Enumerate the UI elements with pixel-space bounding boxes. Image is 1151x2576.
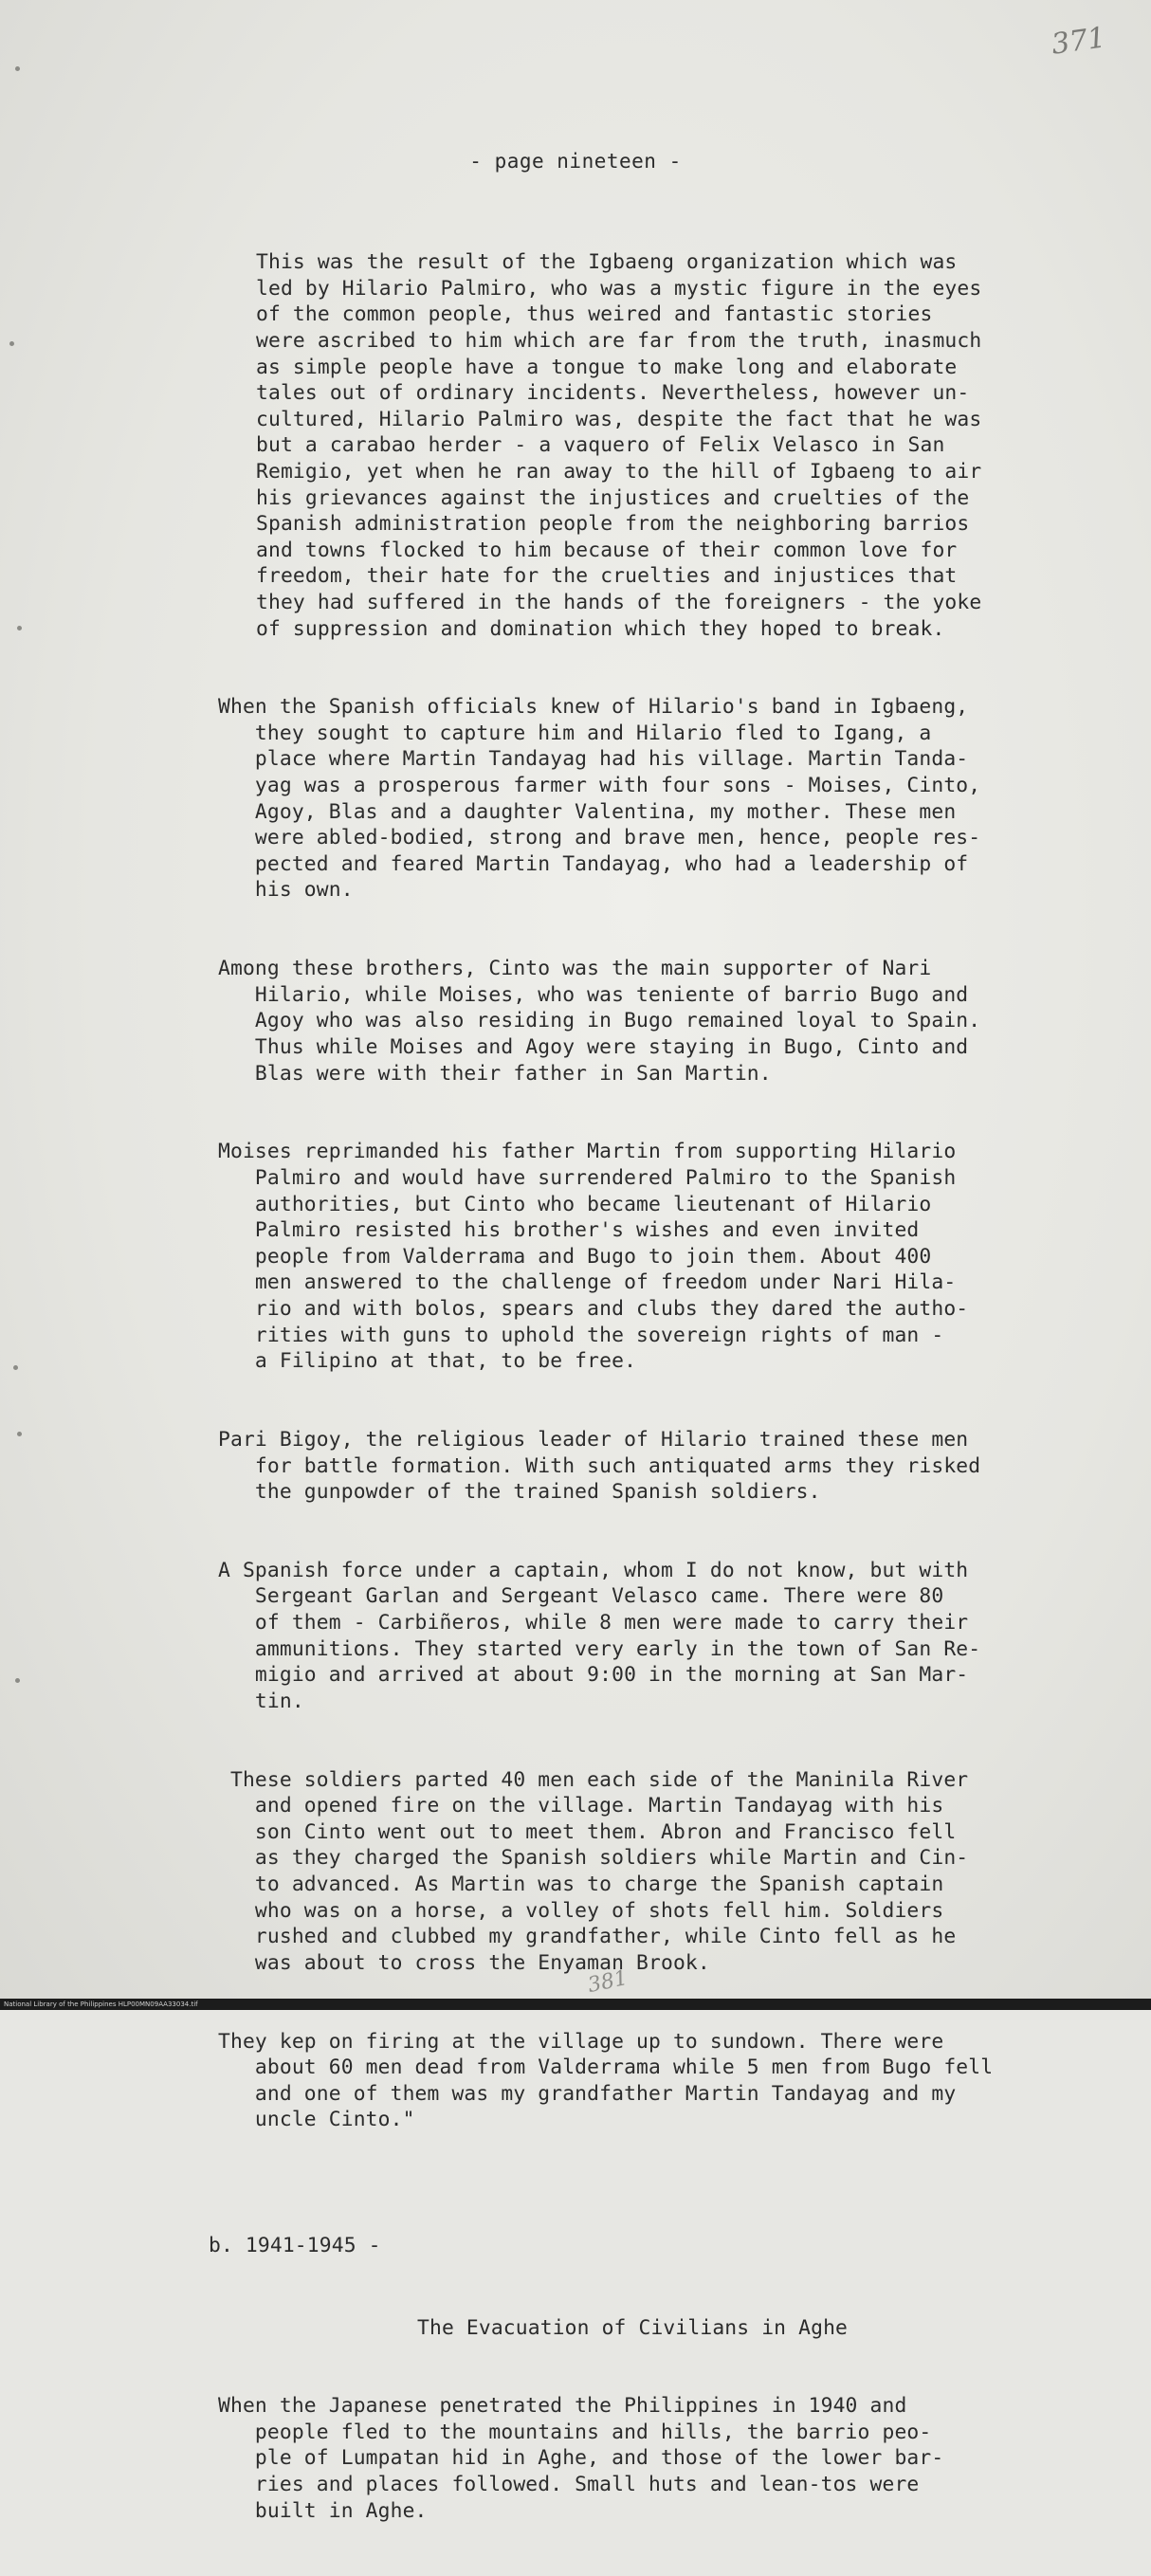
stamped-folio-number: 381 (585, 1965, 630, 1999)
paragraph: Among these brothers, Cinto was the main supporter of Nari Hilario, while Moises, who was teniente of barrio Bugo and Agoy who was also residing in Bugo remained loyal to Spain. Thus while Moises and Agoy were staying in Bugo, Cinto and Blas were with their father in San Martin. (218, 957, 981, 1086)
paragraph: This was the result of the Igbaeng organization which was led by Hilario Palmiro, who was a mystic figure in the eyes of the common people, thus weired and fantastic stories were ascribed to him which are far from the truth, inasmuch as simple people have a tongue to make long and elaborate tales out of ordinary incidents. Nevertheless, however un- cultured, Hilario Palmiro was, despite the fact that he was but a carabao herder - a vaquero of Felix Velasco in San Remigio, yet when he ran away to the hill of Igbaeng to air his grievances against the injustices and cruelties of the Spanish administration people from the neighboring barrios and towns flocked to him because of their common love for freedom, their hate for the cruelties and injustices that they had suffered in the hands of the foreigners - the yoke of suppression and domination which they hoped to break. (256, 250, 982, 641)
handwritten-folio-number: 371 (1049, 21, 1108, 62)
binding-hole (13, 1365, 18, 1370)
paragraph: They kep on firing at the village up to sundown. There were about 60 men dead from Valderrama while 5 men from Bugo fell and one of them was my grandfather Martin Tandayag and my uncle Cinto." (218, 2029, 994, 2132)
paragraph: These soldiers parted 40 men each side of the Maninila River and opened fire on the village. Martin Tandayag with his son Cinto went out to meet them. Abron and Francisco fell as they charged the Spanish soldiers while Martin and Cin- to advanced. As Martin was to charge the Spanish captain who was on a horse, a volley of shots fell him. Soldiers rushed and clubbed my grandfather, while Cinto fell as he was about to cross the Enyaman Brook. (229, 1767, 969, 1975)
paragraph: Moises reprimanded his father Martin from supporting Hilario Palmiro and would have surrendered Palmiro to the Spanish authorities, but Cinto who became lieutenant of Hilario Palmiro resisted his brother's wishes and even invited people from Valderrama and Bugo to join them. About 400 men answered to the challenge of freedom under Nari Hila- rio and with bolos, spears and clubs they dared the autho- rities with guns to uphold the sovereign rights of man - a Filipino at that, to be free. (218, 1140, 969, 1374)
archive-strip (0, 1999, 1151, 2010)
paragraph: When the Spanish officials knew of Hilario's band in Igbaeng, they sought to capture him and Hilario fled to Igang, a place where Martin Tandayag had his village. Martin Tanda- yag was a prosperous farmer with four sons - Moises, Cinto, Agoy, Blas and a daughter Valentina, my mother. These men were abled-bodied, strong and brave men, hence, people res- pected and feared Martin Tandayag, who had a leadership of his own. (218, 695, 981, 903)
paragraph: A Spanish force under a captain, whom I do not know, but with Sergeant Garlan and Sergeant Velasco came. There were 80 of them - Carbiñeros, while 8 men were made to carry their ammunitions. They started very early in the town of San Re- migio and arrived at about 9:00 in the morning at San Mar- tin. (218, 1558, 981, 1713)
paragraph: Pari Bigoy, the religious leader of Hilario trained these men for battle formation. With such antiquated arms they risked the gunpowder of the trained Spanish soldiers. (218, 1427, 981, 1505)
section-label: b. 1941-1945 - (209, 2233, 381, 2257)
binding-hole (9, 341, 14, 346)
paragraph: When the Japanese penetrated the Philippines in 1940 and people fled to the mountains and hills, the barrio peo- ple of Lumpatan hid in Aghe, and those of the lower bar- ries and places followed. Small huts and lean-tos were built in Aghe. (218, 2394, 944, 2523)
document-body (209, 197, 1090, 2576)
binding-hole (15, 1678, 20, 1683)
section-subtitle: The Evacuation of Civilians in Aghe (417, 2315, 849, 2340)
binding-hole (15, 66, 20, 71)
archive-strip-text: National Library of the Philippines HLP00MN09AA33034.tif (4, 2001, 198, 2008)
binding-hole (17, 626, 22, 630)
binding-hole (17, 1432, 22, 1436)
page-title: - page nineteen - (469, 150, 682, 173)
